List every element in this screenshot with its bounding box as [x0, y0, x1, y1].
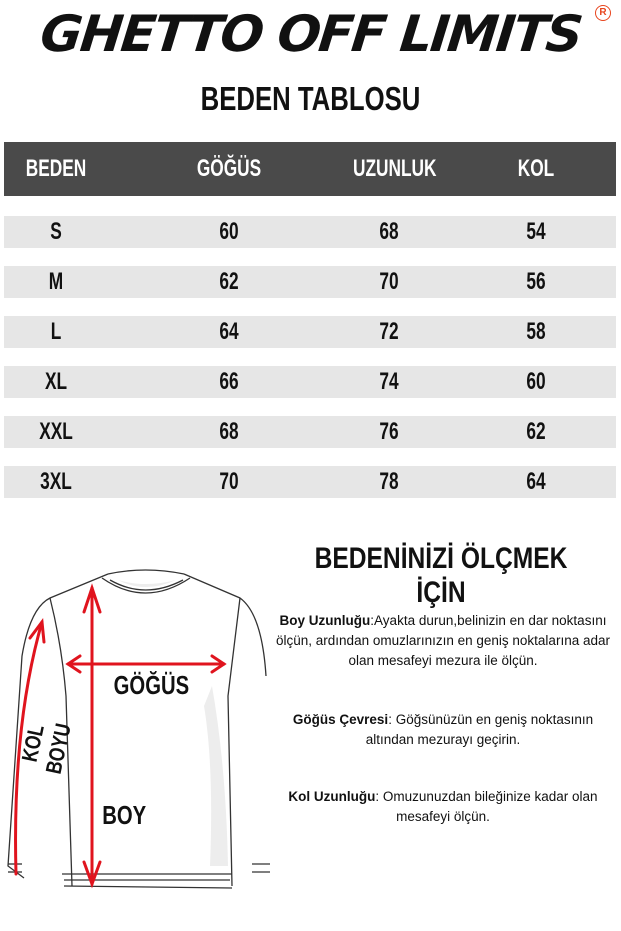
cell-kol: 54	[526, 218, 546, 245]
cell-beden: XL	[44, 368, 68, 395]
cell-kol: 60	[526, 368, 546, 395]
cell-beden: M	[48, 268, 64, 295]
cell-kol: 56	[526, 268, 546, 295]
sleeve-length-label: KOL BOYU	[16, 721, 76, 777]
cell-gogus: 66	[219, 368, 239, 395]
brand-name: GHETTO OFF LIMITS	[37, 5, 584, 63]
cell-gogus: 62	[219, 268, 239, 295]
cell-uzunluk: 74	[379, 368, 399, 395]
cell-beden: XXL	[39, 418, 73, 445]
cell-kol: 58	[526, 318, 546, 345]
table-row	[4, 466, 616, 498]
column-header-beden: BEDEN	[25, 155, 87, 182]
cell-uzunluk: 78	[379, 468, 399, 495]
instruction-chest	[268, 710, 618, 750]
registered-mark-icon: R	[595, 5, 611, 21]
cell-gogus: 68	[219, 418, 239, 445]
cell-gogus: 64	[219, 318, 239, 345]
table-row	[4, 416, 616, 448]
separator: :	[375, 789, 383, 804]
cell-uzunluk: 68	[379, 218, 399, 245]
length-label: BOY	[102, 800, 147, 830]
chest-label: GÖĞÜS	[113, 670, 190, 700]
column-header-uzunluk: UZUNLUK	[353, 155, 437, 182]
cell-uzunluk: 76	[379, 418, 399, 445]
cell-uzunluk: 70	[379, 268, 399, 295]
instruction-body-length	[268, 611, 618, 671]
cell-uzunluk: 72	[379, 318, 399, 345]
cell-gogus: 70	[219, 468, 239, 495]
size-table	[4, 142, 616, 516]
column-header-gogus: GÖĞÜS	[196, 155, 262, 182]
cell-beden: S	[50, 218, 62, 245]
table-header	[4, 142, 616, 196]
cell-beden: L	[50, 318, 62, 345]
instruction-label: Kol Uzunluğu	[288, 789, 376, 804]
brand-logo	[0, 4, 621, 64]
separator: :	[370, 613, 375, 628]
measure-guide-title: BEDENİNİZİ ÖLÇMEK İÇİN	[314, 542, 568, 609]
instruction-text: Göğsünüzün en geniş noktasının altından mezurayı geçirin.	[365, 712, 594, 747]
cell-beden: 3XL	[40, 468, 72, 495]
separator: :	[388, 712, 396, 727]
instruction-text: Ayakta durun,belinizin en dar noktasını ölçün, ardından omuzlarınızın en geniş noktalarına adar olan mesafeyi mezura ile ölçün.	[276, 613, 610, 668]
table-row	[4, 266, 616, 298]
instruction-sleeve	[268, 787, 618, 827]
instruction-label: Boy Uzunluğu	[279, 613, 371, 628]
column-header-kol: KOL	[517, 155, 555, 182]
cell-kol: 62	[526, 418, 546, 445]
instruction-label: Göğüs Çevresi	[292, 712, 389, 727]
table-row	[4, 216, 616, 248]
instruction-text: Omuzunuzdan bileğinize kadar olan mesafeyi ölçün.	[382, 789, 598, 824]
table-row	[4, 316, 616, 348]
page-title: BEDEN TABLOSU	[200, 80, 421, 117]
cell-gogus: 60	[219, 218, 239, 245]
cell-kol: 64	[526, 468, 546, 495]
table-row	[4, 366, 616, 398]
